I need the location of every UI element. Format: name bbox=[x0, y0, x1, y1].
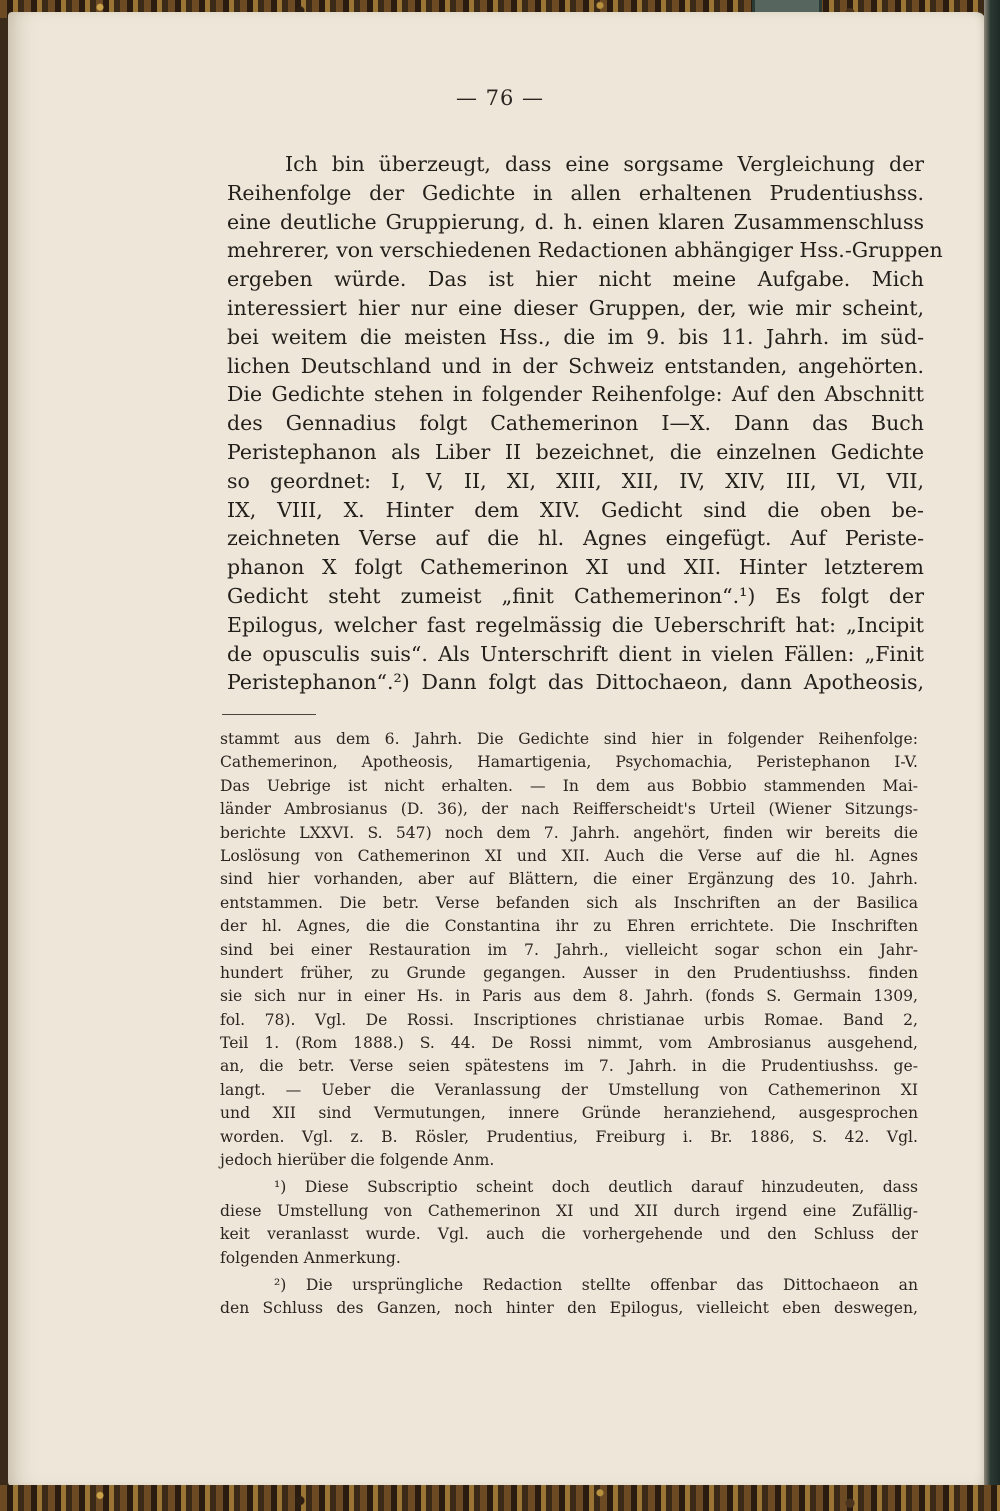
text-line: bei weitem die meisten Hss., die im 9. bis 11. Jahrh. im süd- bbox=[227, 324, 924, 349]
text-line: IX, VIII, X. Hinter dem XIV. Gedicht sind die oben be- bbox=[227, 497, 924, 522]
page-number: — 76 — bbox=[455, 86, 545, 110]
footnote-line: langt. — Ueber die Veranlassung der Umstellung von Cathemerinon XI bbox=[220, 1080, 918, 1099]
footnote-line: sind bei einer Restauration im 7. Jahrh., vielleicht sogar schon ein Jahr- bbox=[220, 940, 918, 959]
book-cover-edge bbox=[984, 0, 1000, 1511]
footnote-2-line: den Schluss des Ganzen, noch hinter den Epilogus, vielleicht eben deswegen, bbox=[220, 1299, 918, 1318]
footnote-1-line: ¹) Diese Subscriptio scheint doch deutlich darauf hinzudeuten, dass bbox=[274, 1178, 918, 1197]
footnote-line: Teil 1. (Rom 1888.) S. 44. De Rossi nimmt, vom Ambrosianus ausgehend, bbox=[220, 1034, 918, 1053]
footnote-line: sie sich nur in einer Hs. in Paris aus dem 8. Jahrh. (fonds S. Germain 1309, bbox=[220, 987, 918, 1006]
footnote-line: der hl. Agnes, die die Constantina ihr zu Ehren errichtete. Die Inschriften bbox=[220, 917, 918, 936]
footnote-line: an, die betr. Verse seien spätestens im 7. Jahrh. in die Prudentiushss. ge- bbox=[220, 1057, 918, 1076]
text-line: Gedicht steht zumeist „finit Cathemerinon“.¹) Es folgt der bbox=[227, 583, 924, 608]
footnote-line: Das Uebrige ist nicht erhalten. — In dem aus Bobbio stammenden Mai- bbox=[220, 776, 918, 795]
text-line: so geordnet: I, V, II, XI, XIII, XII, IV, XIV, III, VI, VII, bbox=[227, 468, 924, 493]
text-line: lichen Deutschland und in der Schweiz entstanden, angehörten. bbox=[227, 353, 924, 378]
footnote-line: hundert früher, zu Grunde gegangen. Ausser in den Prudentiushss. finden bbox=[220, 963, 918, 982]
footnote-1-line: diese Umstellung von Cathemerinon XI und XII durch irgend eine Zufällig- bbox=[220, 1201, 918, 1220]
text-line: Ich bin überzeugt, dass eine sorgsame Vergleichung der bbox=[285, 152, 924, 176]
footnote-line: fol. 78). Vgl. De Rossi. Inscriptiones christianae urbis Romae. Band 2, bbox=[220, 1010, 918, 1029]
footnote-line: länder Ambrosianus (D. 36), der nach Reifferscheidt's Urteil (Wiener Sitzungs- bbox=[220, 800, 918, 819]
text-line: mehrerer, von verschiedenen Redactionen abhängiger Hss.-Gruppen bbox=[227, 238, 943, 263]
footnote-line: worden. Vgl. z. B. Rösler, Prudentius, Freiburg i. Br. 1886, S. 42. Vgl. bbox=[220, 1127, 918, 1146]
text-line: Peristephanon als Liber II bezeichnet, die einzelnen Gedichte bbox=[227, 439, 924, 464]
footnote-line: jedoch hierüber die folgende Anm. bbox=[220, 1151, 495, 1170]
footnote-2-line: ²) Die ursprüngliche Redaction stellte offenbar das Dittochaeon an bbox=[274, 1275, 918, 1294]
footnote-line: Loslösung von Cathemerinon XI und XII. Auch die Verse auf die hl. Agnes bbox=[220, 846, 918, 865]
text-line: de opusculis suis“. Als Unterschrift dient in vielen Fällen: „Finit bbox=[227, 641, 924, 666]
text-line: Peristephanon“.²) Dann folgt das Dittochaeon, dann Apotheosis, bbox=[227, 670, 924, 695]
text-line: Die Gedichte stehen in folgender Reihenfolge: Auf den Abschnitt bbox=[227, 382, 924, 407]
footnote-rule bbox=[222, 714, 316, 715]
footnote-line: sind hier vorhanden, aber auf Blättern, die einer Ergänzung des 10. Jahrh. bbox=[220, 870, 918, 889]
text-line: zeichneten Verse auf die hl. Agnes eingefügt. Auf Periste- bbox=[227, 526, 924, 551]
footnote-line: entstammen. Die betr. Verse befanden sich als Inschriften an der Basilica bbox=[220, 893, 918, 912]
text-line: Reihenfolge der Gedichte in allen erhaltenen Prudentiushss. bbox=[227, 180, 924, 205]
text-line: interessiert hier nur eine dieser Gruppen, der, wie mir scheint, bbox=[227, 295, 924, 320]
footnotes bbox=[220, 728, 918, 1321]
text-line: ergeben würde. Das ist hier nicht meine Aufgabe. Mich bbox=[227, 267, 924, 292]
marbled-edge-bottom bbox=[0, 1485, 1000, 1511]
footnote-line: und XII sind Vermutungen, innere Gründe heranziehend, ausgesprochen bbox=[220, 1104, 918, 1123]
footnote-line: Cathemerinon, Apotheosis, Hamartigenia, Psychomachia, Peristephanon I-V. bbox=[220, 753, 918, 772]
footnote-line: berichte LXXVI. S. 547) noch dem 7. Jahrh. angehört, finden wir bereits die bbox=[220, 823, 918, 842]
footnote-line: stammt aus dem 6. Jahrh. Die Gedichte sind hier in folgender Reihenfolge: bbox=[220, 730, 918, 748]
footnote-1-line: keit veranlasst wurde. Vgl. auch die vorhergehende und den Schluss der bbox=[220, 1225, 918, 1244]
main-text bbox=[227, 150, 943, 697]
text-line: phanon X folgt Cathemerinon XI und XII. Hinter letzterem bbox=[227, 555, 924, 580]
text-line: des Gennadius folgt Cathemerinon I—X. Dann das Buch bbox=[227, 411, 924, 436]
text-line: Epilogus, welcher fast regelmässig die Ueberschrift hat: „Incipit bbox=[227, 612, 924, 637]
text-line: eine deutliche Gruppierung, d. h. einen klaren Zusammenschluss bbox=[227, 209, 924, 234]
footnote-1-line: folgenden Anmerkung. bbox=[220, 1248, 401, 1267]
